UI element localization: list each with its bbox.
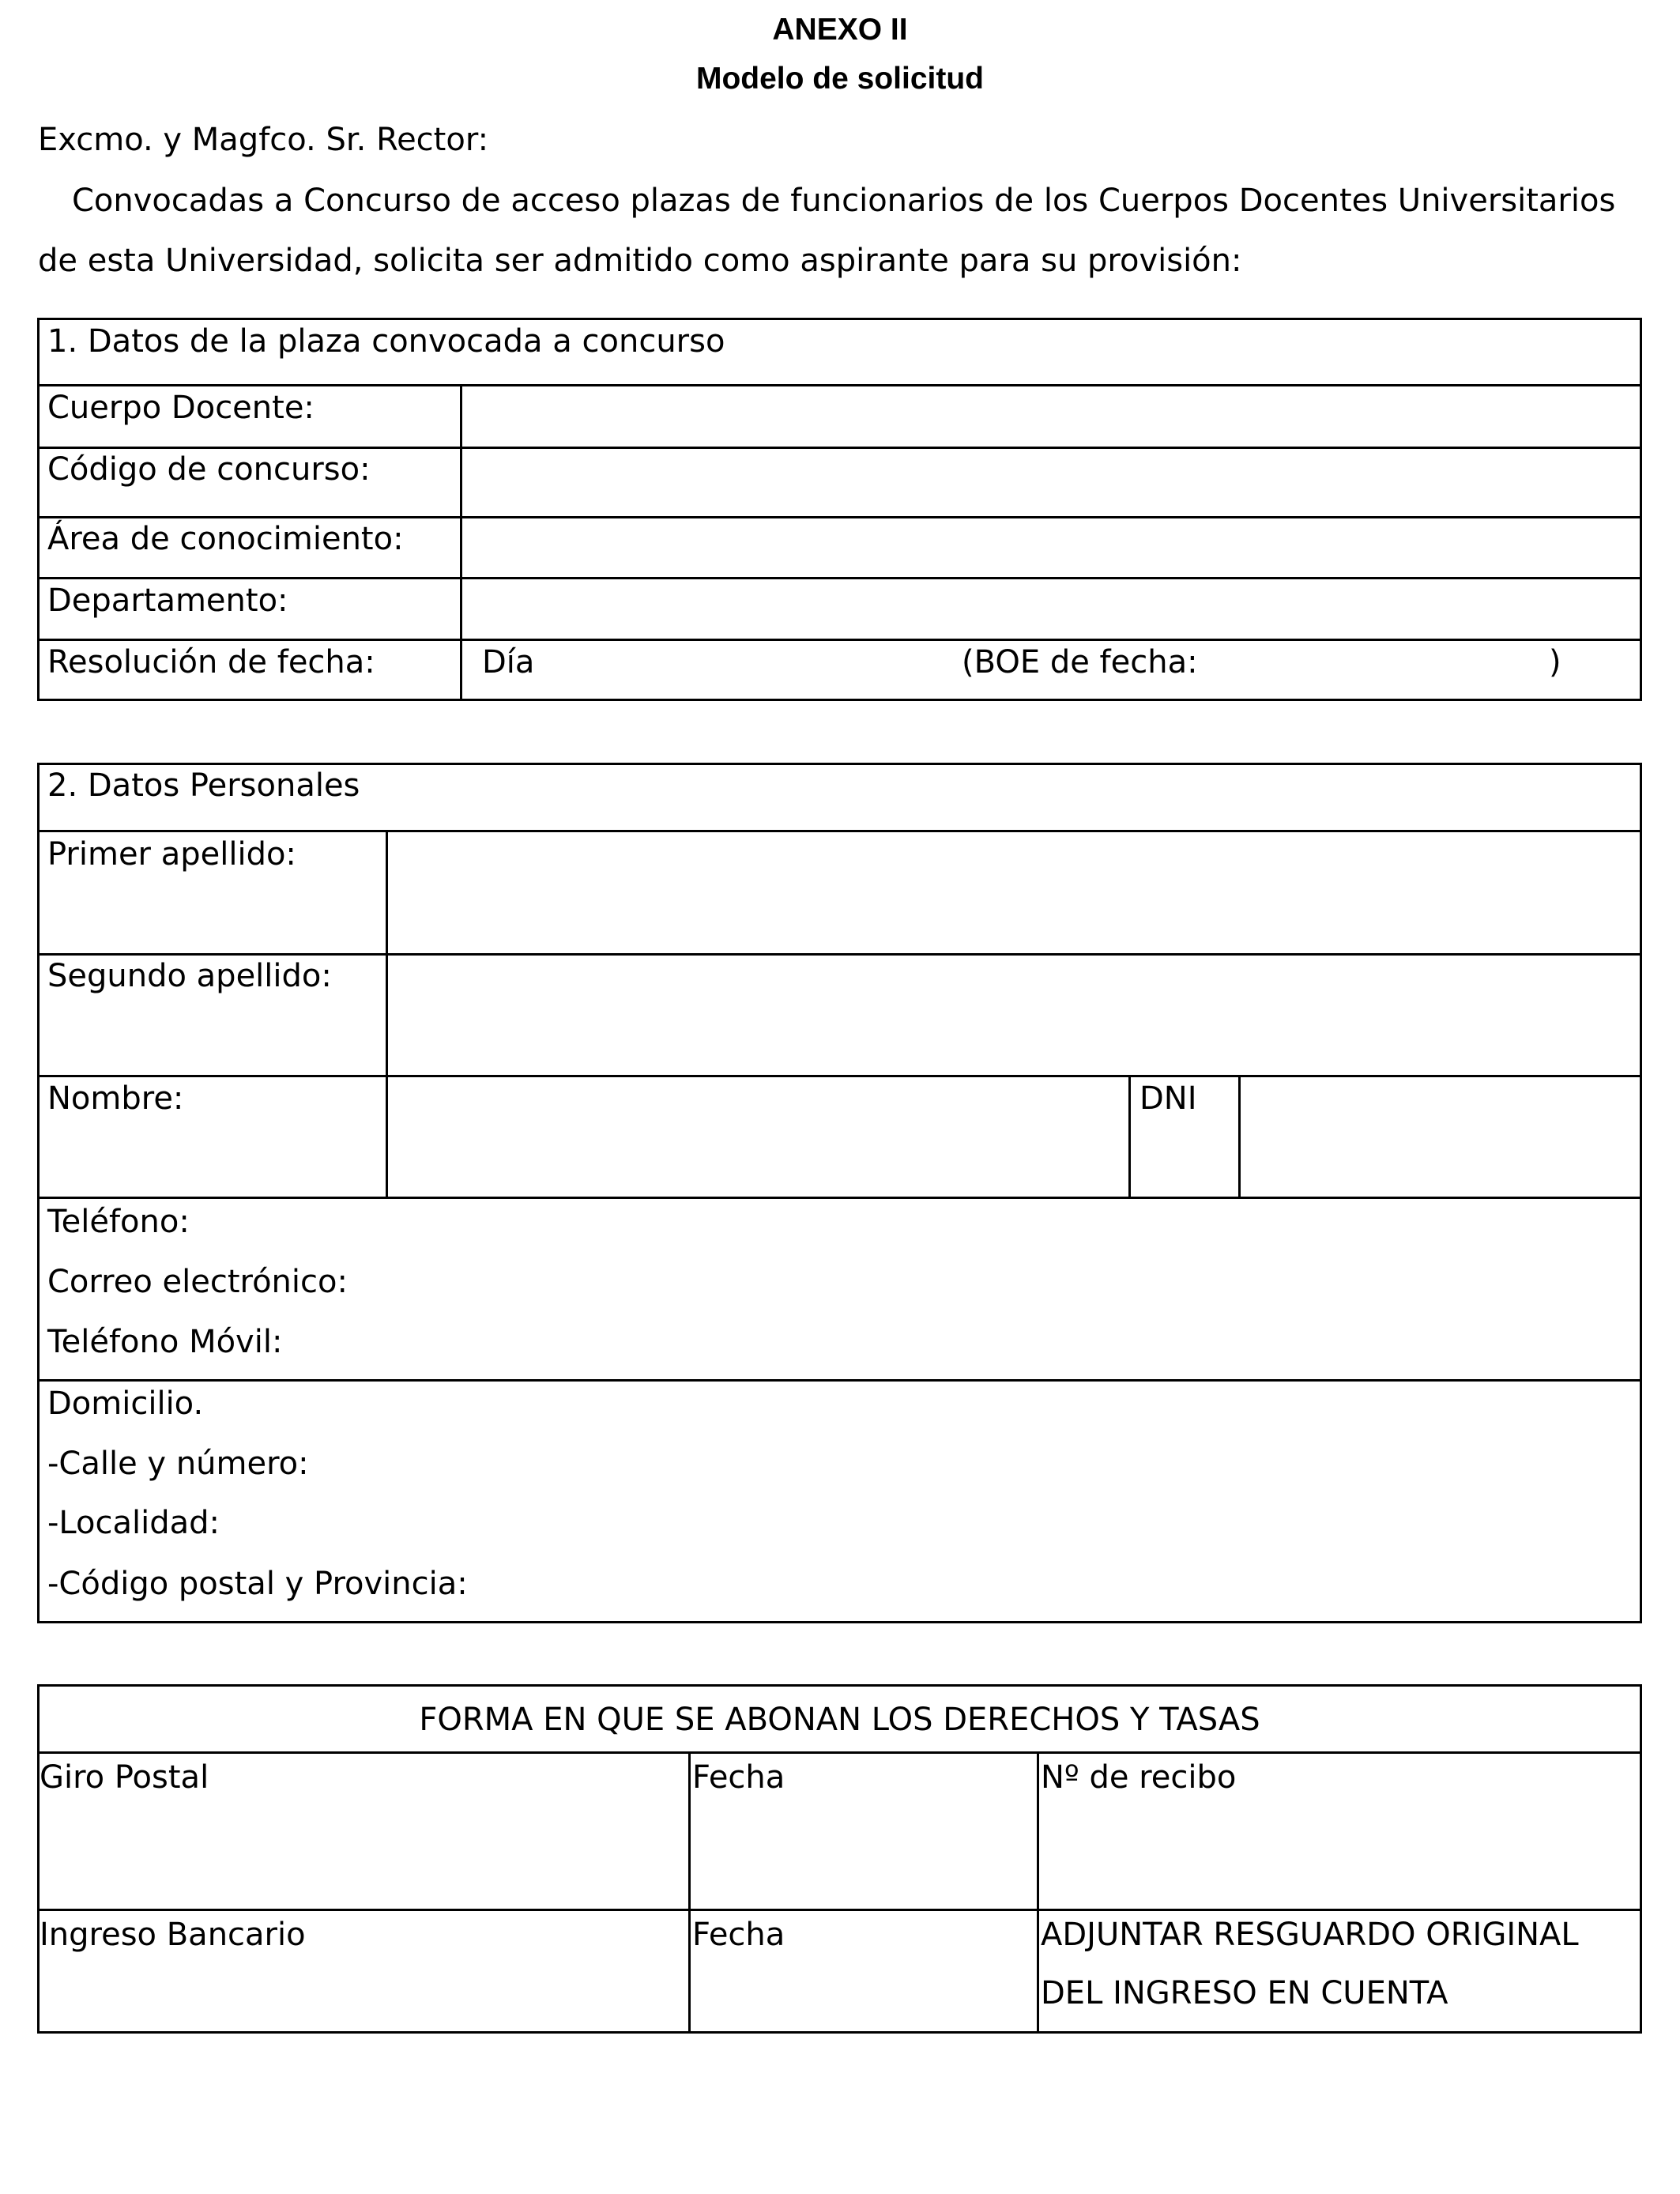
label-resolucion-fecha: Resolución de fecha: (47, 644, 375, 680)
codigo-postal-field[interactable] (498, 1563, 1636, 1619)
section-3-heading: FORMA EN QUE SE ABONAN LOS DERECHOS Y TASAS (419, 1702, 1260, 1738)
giro-postal-field[interactable] (42, 1802, 686, 1906)
label-codigo-concurso: Código de concurso: (47, 451, 371, 488)
document-title: Modelo de solicitud (695, 62, 984, 96)
label-departamento: Departamento: (47, 582, 288, 619)
departamento-field[interactable] (465, 582, 1637, 636)
label-codigo-postal: -Código postal y Provincia: (47, 1566, 468, 1602)
cuerpo-docente-field[interactable] (465, 389, 1637, 444)
primer-apellido-field[interactable] (390, 835, 1637, 951)
label-domicilio: Domicilio. (47, 1385, 204, 1422)
note-adjuntar-line-1: ADJUNTAR RESGUARDO ORIGINAL (1041, 1917, 1579, 1953)
label-numero-recibo: Nº de recibo (1041, 1759, 1237, 1796)
dni-field[interactable] (1243, 1080, 1637, 1194)
segundo-apellido-field[interactable] (390, 958, 1637, 1072)
area-conocimiento-field[interactable] (465, 521, 1637, 575)
label-nombre: Nombre: (47, 1080, 184, 1117)
label-dia: Día (482, 644, 535, 680)
telefono-field[interactable] (213, 1201, 1636, 1257)
fecha-ingreso-field[interactable] (693, 1960, 1034, 2031)
dia-field[interactable] (553, 643, 948, 699)
correo-field[interactable] (371, 1261, 1636, 1317)
annex-title: ANEXO II (772, 13, 908, 47)
ingreso-bancario-field[interactable] (42, 1960, 686, 2031)
label-cuerpo-docente: Cuerpo Docente: (47, 390, 315, 426)
label-fecha-giro: Fecha (692, 1759, 785, 1796)
label-area-conocimiento: Área de conocimiento: (47, 521, 404, 557)
label-correo: Correo electrónico: (47, 1264, 348, 1300)
label-calle-numero: -Calle y número: (47, 1446, 309, 1482)
codigo-concurso-field[interactable] (465, 451, 1637, 514)
numero-recibo-field[interactable] (1042, 1802, 1637, 1906)
section-1-heading: 1. Datos de la plaza convocada a concurso (47, 323, 725, 360)
label-ingreso-bancario: Ingreso Bancario (40, 1917, 306, 1953)
label-fecha-ingreso: Fecha (692, 1917, 785, 1953)
boe-fecha-field[interactable] (1209, 643, 1541, 699)
label-localidad: -Localidad: (47, 1505, 220, 1541)
label-telefono: Teléfono: (47, 1204, 190, 1240)
salutation: Excmo. y Magfco. Sr. Rector: (38, 122, 489, 158)
intro-line-2: de esta Universidad, solicita ser admitido como aspirante para su provisión: (38, 243, 1242, 279)
fecha-giro-field[interactable] (693, 1802, 1034, 1906)
note-adjuntar-line-2: DEL INGRESO EN CUENTA (1041, 1975, 1448, 2011)
boe-close-paren: ) (1549, 644, 1561, 680)
telefono-movil-field[interactable] (308, 1321, 1636, 1377)
label-primer-apellido: Primer apellido: (47, 836, 296, 873)
label-boe-fecha: (BOE de fecha: (962, 644, 1198, 680)
label-dni: DNI (1139, 1080, 1197, 1117)
label-giro-postal: Giro Postal (40, 1759, 209, 1796)
localidad-field[interactable] (237, 1502, 1636, 1558)
label-telefono-movil: Teléfono Móvil: (47, 1324, 283, 1360)
section-2-heading: 2. Datos Personales (47, 767, 360, 804)
label-segundo-apellido: Segundo apellido: (47, 958, 332, 994)
intro-line-1: Convocadas a Concurso de acceso plazas de funcionarios de los Cuerpos Docentes Universitarios (72, 183, 1616, 219)
nombre-field[interactable] (390, 1080, 1126, 1194)
calle-numero-field[interactable] (340, 1443, 1636, 1498)
